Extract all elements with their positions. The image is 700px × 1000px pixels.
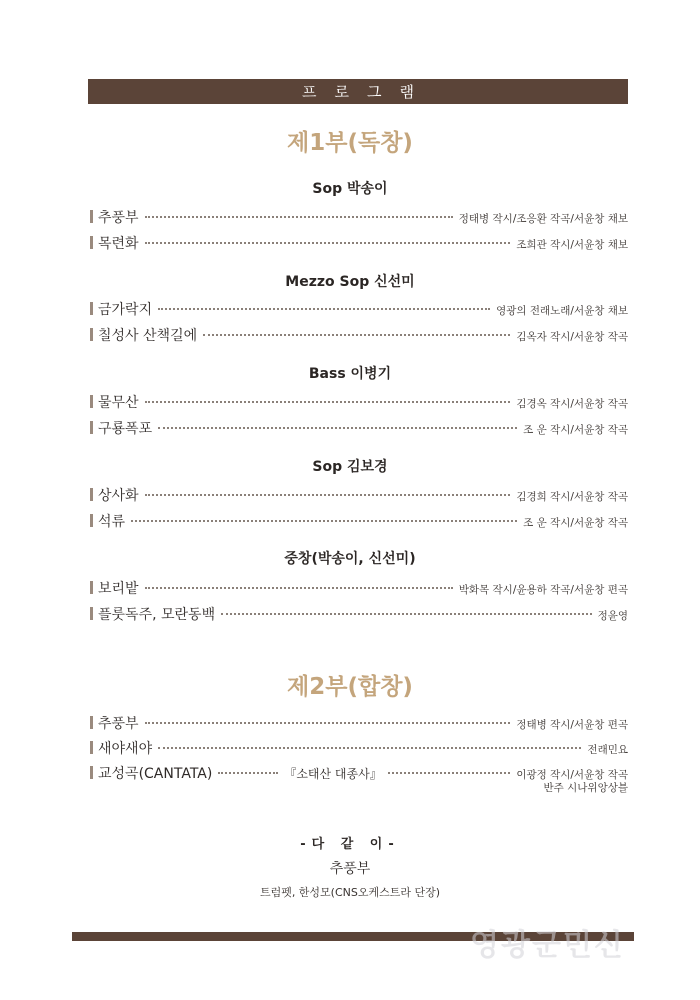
dot-leader (145, 401, 511, 403)
performer-heading: Sop 김보경 (312, 459, 388, 475)
performer-heading: 중창(박송이, 신선미) (284, 551, 416, 567)
bullet-marker (90, 581, 93, 594)
piece-subtitle: 『소태산 대종사』 (284, 767, 382, 781)
program-title: 프로그램 (302, 83, 432, 101)
program-entry (90, 763, 628, 781)
piece-title: 보리밭 (98, 581, 139, 597)
piece-title: 칠성사 산책길에 (98, 328, 198, 344)
together-title: -다 같 이- (300, 837, 400, 852)
program-entry (90, 738, 628, 756)
piece-credit: 정윤영 (597, 610, 628, 622)
bullet-marker (90, 766, 93, 779)
together-credit: 트럼펫, 한성모(CNS오케스트라 단장) (259, 886, 441, 899)
piece-credit: 조 운 작시/서윤창 작곡 (523, 424, 628, 436)
bullet-marker (90, 210, 93, 223)
bullet-marker (90, 488, 93, 501)
program-entry (90, 578, 628, 596)
performer-heading: Bass 이병기 (308, 366, 392, 382)
performer-heading: Sop 박송이 (312, 181, 388, 197)
part1-title: 제1부(독창) (287, 130, 413, 156)
piece-credit: 조희관 작시/서윤창 채보 (516, 239, 628, 251)
dot-leader (145, 242, 511, 244)
piece-title: 상사화 (98, 488, 139, 504)
piece-title: 추풍부 (98, 716, 139, 732)
piece-title: 금가락지 (98, 302, 153, 318)
together-piece: 추풍부 (329, 861, 371, 877)
piece-title: 추풍부 (98, 210, 139, 226)
bullet-marker (90, 328, 93, 341)
dot-leader (145, 722, 511, 724)
bullet-marker (90, 607, 93, 620)
dot-leader (158, 747, 581, 749)
watermark: 영광군민신 (470, 928, 625, 963)
piece-title: 플룻독주, 모란동백 (98, 607, 216, 623)
bullet-marker (90, 236, 93, 249)
bullet-marker (90, 514, 93, 527)
piece-title: 목련화 (98, 236, 139, 252)
program-entry (90, 392, 628, 410)
piece-credit: 박화목 작시/윤용하 작곡/서윤창 편곡 (458, 584, 628, 596)
piece-credit: 정태병 작시/조응환 작곡/서윤창 채보 (458, 213, 628, 225)
dot-leader (158, 427, 517, 429)
dot-leader (145, 494, 511, 496)
dot-leader (131, 520, 517, 522)
bullet-marker (90, 395, 93, 408)
bullet-marker (90, 421, 93, 434)
program-entry (90, 299, 628, 317)
piece-title: 석류 (98, 514, 126, 530)
dot-leader (218, 772, 278, 774)
program-entry (90, 511, 628, 529)
program-entry (90, 485, 628, 503)
program-entry (90, 233, 628, 251)
dot-leader (145, 216, 453, 218)
bullet-marker (90, 302, 93, 315)
performer-heading: Mezzo Sop 신선미 (285, 274, 415, 290)
part2-title: 제2부(합창) (287, 674, 413, 700)
program-entry (90, 325, 628, 343)
bullet-marker (90, 716, 93, 729)
piece-credit: 이광정 작시/서윤창 작곡 (516, 769, 628, 781)
dot-leader (145, 587, 453, 589)
dot-leader (203, 334, 510, 336)
accompaniment-credit: 반주 시나위앙상블 (543, 782, 628, 794)
piece-credit: 전래민요 (587, 744, 628, 756)
piece-credit: 김옥자 작시/서윤창 작곡 (516, 331, 628, 343)
program-header-bar (88, 79, 628, 104)
piece-credit: 조 운 작시/서윤창 작곡 (523, 517, 628, 529)
bullet-marker (90, 741, 93, 754)
piece-title: 구룡폭포 (98, 421, 153, 437)
piece-credit: 김경희 작시/서윤창 작곡 (516, 491, 628, 503)
program-entry (90, 713, 628, 731)
piece-credit: 영광의 전래노래/서윤창 채보 (496, 305, 628, 317)
piece-title: 교성곡(CANTATA) (98, 766, 213, 782)
piece-credit: 정태병 작시/서윤창 편곡 (516, 719, 628, 731)
piece-title: 물무산 (98, 395, 139, 411)
piece-title: 새야새야 (98, 741, 153, 757)
program-entry (90, 604, 628, 622)
program-entry (90, 418, 628, 436)
piece-credit: 김경옥 작시/서윤창 작곡 (516, 398, 628, 410)
program-entry (90, 207, 628, 225)
dot-leader (158, 308, 490, 310)
dot-leader (388, 772, 511, 774)
dot-leader (221, 613, 591, 615)
